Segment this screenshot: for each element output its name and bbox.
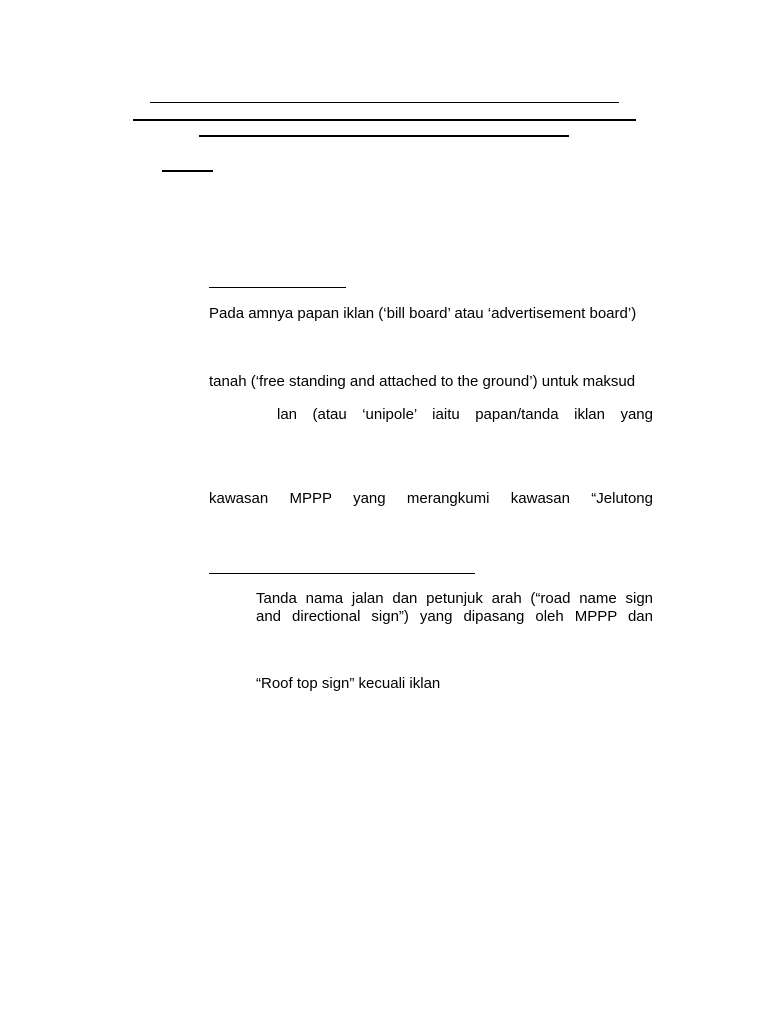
unipole-line: lan (atau ‘unipole’ iaitu papan/tanda iklan yang <box>277 406 653 423</box>
subheading-rule-1 <box>209 287 346 288</box>
kawasan-line: kawasan MPPP yang merangkumi kawasan “Jelutong <box>209 490 653 507</box>
title-rule-3 <box>199 135 569 137</box>
exclusion-item-1 <box>256 590 653 626</box>
exclusion-item-1-line-2: and directional sign”) yang dipasang oleh MPPP dan <box>256 608 653 625</box>
exclusion-item-2: “Roof top sign” kecuali iklan <box>256 675 441 692</box>
subheading-rule-2 <box>209 573 475 574</box>
section-rule-short <box>162 170 213 172</box>
title-rule-1 <box>150 102 619 103</box>
tanah-line: tanah (‘free standing and attached to the ground’) untuk maksud <box>209 373 636 390</box>
intro-line: Pada amnya papan iklan (‘bill board’ atau ‘advertisement board’) <box>209 305 637 322</box>
exclusion-item-1-line-1: Tanda nama jalan dan petunjuk arah (“road name sign <box>256 590 653 607</box>
title-rule-2 <box>133 119 636 121</box>
